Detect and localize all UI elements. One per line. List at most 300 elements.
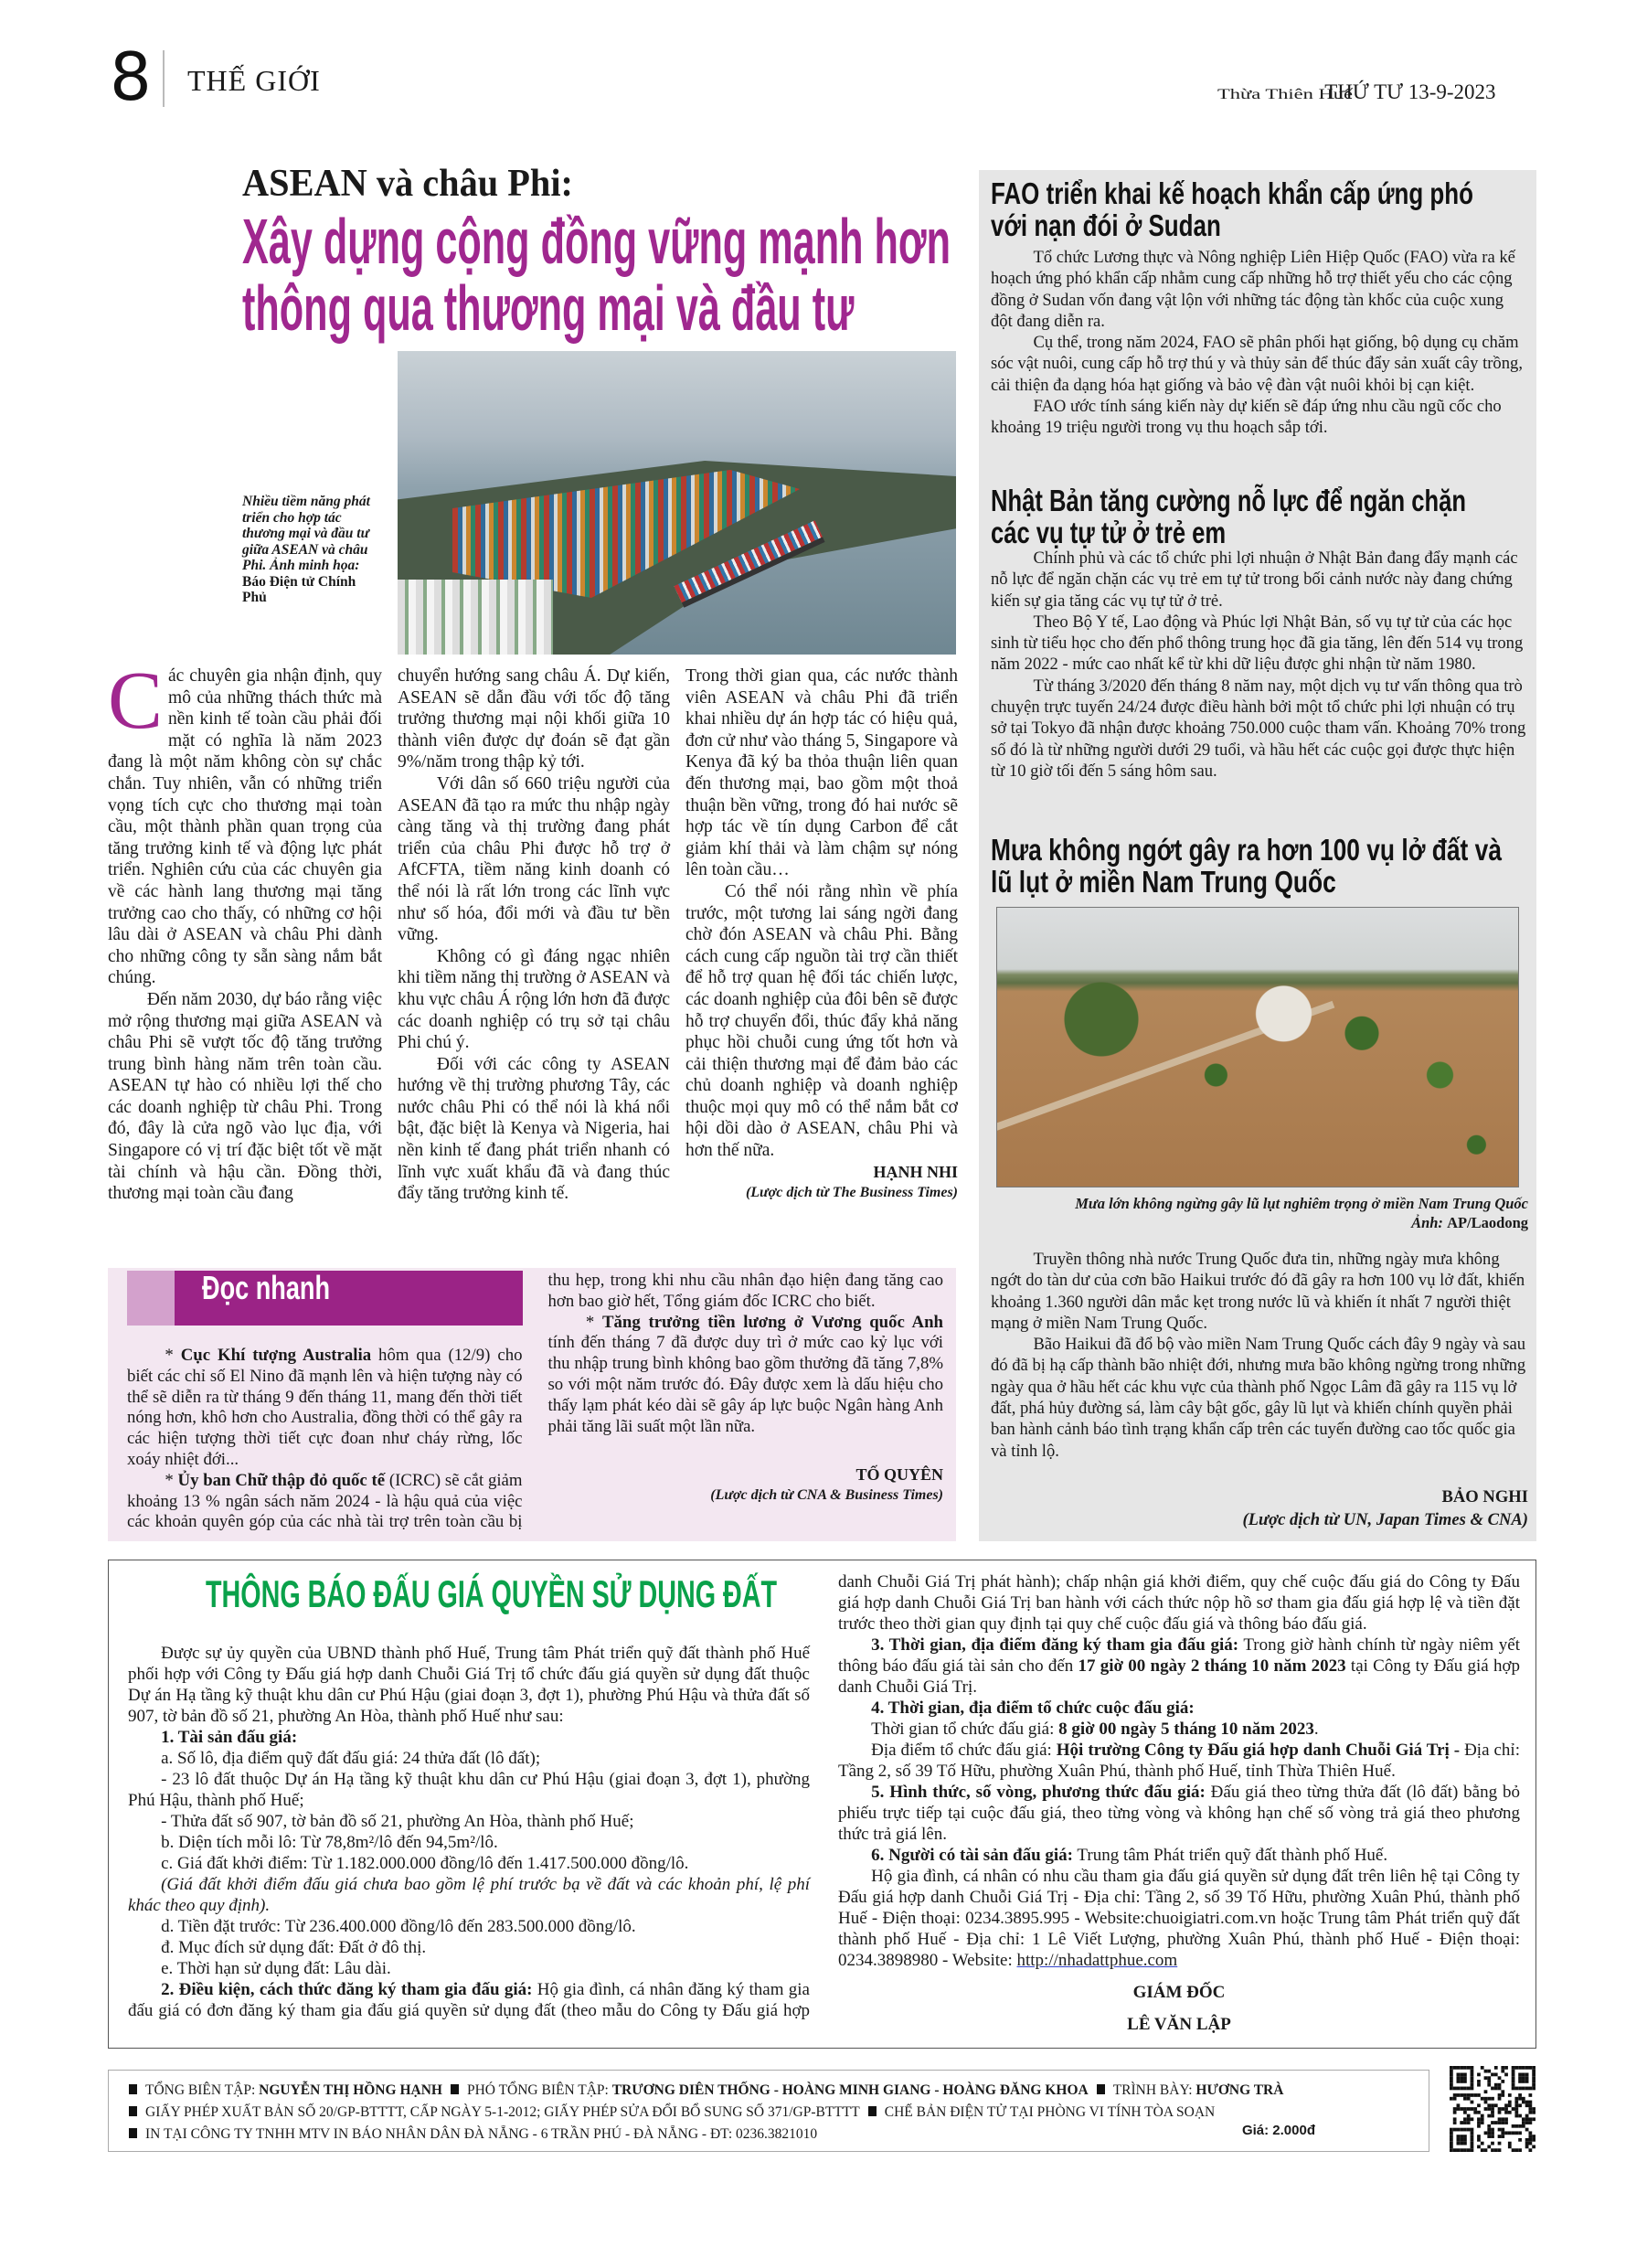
bullet-square-icon bbox=[868, 2106, 877, 2116]
qr-module bbox=[1508, 2103, 1512, 2107]
qr-module bbox=[1498, 2097, 1502, 2101]
qr-module bbox=[1504, 2073, 1508, 2077]
qr-module bbox=[1481, 2121, 1484, 2124]
imprint-name: NGUYỄN THỊ HỒNG HẠNH bbox=[259, 2082, 442, 2098]
qr-module bbox=[1471, 2117, 1474, 2121]
qr-module bbox=[1532, 2066, 1535, 2070]
qr-module bbox=[1528, 2093, 1532, 2097]
qr-module bbox=[1453, 2111, 1457, 2114]
text: Đấu giá theo từng thửa đất (lô đất) bằng bỏ phiếu trực tiếp tại cuộc đấu giá, theo từng vòng và không hạn chế số vòng trả giá theo phương thức trả giá lên. bbox=[838, 1783, 1520, 1844]
quick-read-source: (Lược dịch từ CNA & Business Times) bbox=[710, 1487, 943, 1504]
qr-module bbox=[1463, 2128, 1467, 2132]
paragraph bbox=[398, 1054, 670, 1205]
qr-module bbox=[1508, 2142, 1512, 2146]
qr-module bbox=[1460, 2093, 1463, 2097]
text: e. Thời hạn sử dụng đất: Lâu dài. bbox=[161, 1959, 391, 1978]
qr-module bbox=[1487, 2124, 1491, 2128]
qr-module bbox=[1501, 2117, 1504, 2121]
qr-module bbox=[1491, 2131, 1494, 2135]
qr-module bbox=[1467, 2097, 1471, 2101]
imprint-line bbox=[129, 2102, 1429, 2124]
qr-module bbox=[1525, 2066, 1529, 2070]
qr-module bbox=[1471, 2145, 1474, 2148]
imprint-footer bbox=[108, 2070, 1429, 2152]
qr-module bbox=[1501, 2093, 1504, 2097]
qr-module bbox=[1532, 2117, 1535, 2121]
qr-module bbox=[1481, 2114, 1484, 2118]
text: * bbox=[165, 1470, 178, 1490]
paragraph bbox=[127, 1346, 523, 1471]
qr-module bbox=[1525, 2138, 1529, 2142]
qr-module bbox=[1460, 2087, 1463, 2091]
qr-module bbox=[1508, 2111, 1512, 2114]
caption-credit: AP/Laodong bbox=[1447, 1214, 1528, 1231]
qr-module bbox=[1467, 2107, 1471, 2111]
qr-module bbox=[1525, 2101, 1529, 2104]
paragraph bbox=[548, 1313, 944, 1438]
qr-module bbox=[1471, 2131, 1474, 2135]
qr-module bbox=[1532, 2135, 1535, 2138]
qr-module bbox=[1504, 2121, 1508, 2124]
text: . bbox=[1313, 1720, 1319, 1739]
qr-module bbox=[1504, 2107, 1508, 2111]
qr-module bbox=[1487, 2107, 1491, 2111]
qr-module bbox=[1508, 2145, 1512, 2148]
bold-text: 5. Hình thức, số vòng, phương thức đấu giá: bbox=[871, 1783, 1206, 1802]
qr-module bbox=[1494, 2087, 1498, 2091]
text: Bão Haikui đã đổ bộ vào miền Nam Trung Quốc cách đây 9 ngày và sau đó đã bị hạ cấp thành bão nhiệt đới, nhưng mưa bão không ngừng trong những ngày qua ở hầu hết các khu vực của thành phố Ngọc Lâm đã gây ra 115 vụ lở đất, phá hủy đường sá, làm cây bật gốc, gây lũ lụt và khiến chính quyền phải ban hành cảnh báo tình trạng khẩn cấp trên các tuyến đường cao tốc quốc gia và tỉnh lộ. bbox=[991, 1335, 1526, 1461]
text: tính đến tháng 7 đã được duy trì ở mức cao kỷ lục với thu nhập trung bình không bao gồm thưởng đã tăng 7,8% so với một năm trước đó. Đây được xem là dấu hiệu cho thấy lạm phát kéo dài sẽ gây áp lực buộc Ngân hàng Anh phải tăng lãi suất một lần nữa. bbox=[547, 1333, 943, 1436]
qr-module bbox=[1514, 2114, 1518, 2118]
text: Trong thời gian qua, các nước thành viên ASEAN và châu Phi đã triển khai nhiều dự án hợp tác có hiệu quả, đơn cử như vào tháng 5, Singapore và Kenya đã ký ba thỏa thuận liên quan đến thương mại, bao gồm một thoả thuận bền vững, trong đó hai nước sẽ hợp tác về tín dụng Carbon để cắt giảm khí thải và làm chậm sự nóng lên toàn cầu… bbox=[685, 666, 958, 880]
qr-module bbox=[1450, 2070, 1453, 2073]
qr-module bbox=[1450, 2145, 1453, 2148]
bullet-square-icon bbox=[129, 2128, 137, 2138]
qr-module bbox=[1460, 2080, 1463, 2083]
qr-module bbox=[1457, 2080, 1461, 2083]
qr-module bbox=[1522, 2073, 1525, 2077]
qr-module bbox=[1477, 2103, 1481, 2107]
qr-module bbox=[1484, 2090, 1488, 2093]
qr-module bbox=[1471, 2142, 1474, 2146]
qr-module bbox=[1514, 2066, 1518, 2070]
qr-module bbox=[1463, 2080, 1467, 2083]
headline-line: thông qua thương mại và đầu tư bbox=[242, 272, 855, 344]
qr-module bbox=[1453, 2121, 1457, 2124]
bullet-square-icon bbox=[451, 2084, 459, 2094]
article-author: HẠNH NHI bbox=[873, 1162, 958, 1181]
qr-module bbox=[1518, 2124, 1522, 2128]
paragraph bbox=[128, 1916, 810, 1937]
paragraph bbox=[991, 396, 1528, 439]
japan-headline bbox=[991, 484, 1604, 548]
qr-module bbox=[1522, 2117, 1525, 2121]
text: c. Giá đất khởi điểm: Từ 1.182.000.000 đồng/lô đến 1.417.500.000 đồng/lô. bbox=[161, 1854, 689, 1873]
article-column-3 bbox=[685, 665, 958, 1202]
imprint-label: PHÓ TỔNG BIÊN TẬP: bbox=[466, 2082, 612, 2098]
qr-module bbox=[1463, 2138, 1467, 2142]
article-column-1 bbox=[108, 655, 382, 1205]
qr-module bbox=[1504, 2111, 1508, 2114]
qr-module bbox=[1518, 2080, 1522, 2083]
qr-module bbox=[1532, 2138, 1535, 2142]
qr-module bbox=[1467, 2148, 1471, 2152]
qr-module bbox=[1457, 2073, 1461, 2077]
qr-module bbox=[1491, 2148, 1494, 2152]
text: Được sự ủy quyền của UBND thành phố Huế, Trung tâm Phát triển quỹ đất thành phố Huế phối hợp với Công ty Đấu giá hợp danh Chuỗi Giá Trị tổ chức đấu giá quyền sử dụng đất thuộc Dự án Hạ tầng kỹ thuật khu dân cư Phú Hậu (giai đoạn 3, đợt 1), phường Phú Hậu và thửa đất số 907, tờ bản đồ số 21, phường An Hòa, thành phố Huế như sau: bbox=[128, 1644, 810, 1726]
qr-module bbox=[1457, 2142, 1461, 2146]
header-divider bbox=[163, 50, 165, 107]
qr-module bbox=[1477, 2138, 1481, 2142]
qr-module bbox=[1491, 2073, 1494, 2077]
paragraph bbox=[128, 1643, 810, 1727]
flood-photo-caption bbox=[991, 1194, 1528, 1232]
paragraph bbox=[838, 1634, 1520, 1698]
qr-module bbox=[1528, 2087, 1532, 2091]
qr-module bbox=[1518, 2097, 1522, 2101]
qr-module bbox=[1532, 2107, 1535, 2111]
paragraph bbox=[685, 665, 958, 881]
qr-module bbox=[1501, 2131, 1504, 2135]
text: b. Diện tích mỗi lô: Từ 78,8m²/lô đến 94,5m²/lô. bbox=[161, 1833, 498, 1852]
text: Với dân số 660 triệu người của ASEAN đã tạo ra mức thu nhập ngày càng tăng và thị trường đang phát triển của châu Phi được hỗ trợ ở AfCFTA, tiềm năng kinh doanh có thể nói là rất lớn trong các lĩnh vực như số hóa, đổi mới và đầu tư bền vững. bbox=[398, 773, 670, 945]
paragraph bbox=[128, 1874, 810, 1916]
text: Từ tháng 3/2020 đến tháng 8 năm nay, một dịch vụ tư vấn thông qua trò chuyện trực tuyến 24/24 được điều hành bởi một tổ chức phi lợi nhuận có trụ sở tại Tokyo đã nhận được khoảng 750.000 cuộc tham vấn. Khoảng 70% trong số đó là từ những người dưới 29 tuổi, và hầu hết các cuộc gọi được thực hiện từ 10 giờ tối đến 5 sáng hôm sau. bbox=[991, 676, 1526, 781]
qr-module bbox=[1450, 2131, 1453, 2135]
qr-module bbox=[1528, 2148, 1532, 2152]
qr-module bbox=[1477, 2083, 1481, 2087]
qr-module bbox=[1491, 2142, 1494, 2146]
fao-body bbox=[991, 247, 1528, 439]
qr-module bbox=[1477, 2124, 1481, 2128]
qr-module bbox=[1450, 2080, 1453, 2083]
qr-module bbox=[1484, 2131, 1488, 2135]
qr-module bbox=[1525, 2080, 1529, 2083]
qr-module bbox=[1491, 2087, 1494, 2091]
text: Truyền thông nhà nước Trung Quốc đưa tin, những ngày mưa không ngớt do tàn dư của cơn bão Haikui trước đó đã gây ra hơn 100 vụ lở đất, khiến khoảng 1.360 người dân mắc kẹt trong nước lũ và khiến ít nhất 7 người thiệt mạng ở miền Nam Trung Quốc. bbox=[991, 1250, 1525, 1333]
qr-module bbox=[1501, 2080, 1504, 2083]
text: a. Số lô, địa điểm quỹ đất đấu giá: 24 thửa đất (lô đất); bbox=[161, 1749, 541, 1768]
qr-module bbox=[1460, 2076, 1463, 2080]
qr-module bbox=[1525, 2087, 1529, 2091]
qr-module bbox=[1532, 2070, 1535, 2073]
qr-module bbox=[1463, 2097, 1467, 2101]
qr-module bbox=[1471, 2087, 1474, 2091]
qr-module bbox=[1477, 2111, 1481, 2114]
qr-module bbox=[1528, 2138, 1532, 2142]
bullet-square-icon bbox=[1097, 2084, 1105, 2094]
text: đ. Mục đích sử dụng đất: Đất ở đô thị. bbox=[161, 1938, 427, 1957]
qr-module bbox=[1463, 2073, 1467, 2077]
qr-module bbox=[1514, 2097, 1518, 2101]
imprint-line bbox=[129, 2124, 1429, 2146]
bold-text: Ủy ban Chữ thập đỏ quốc tế bbox=[177, 1470, 386, 1490]
article-column-2 bbox=[398, 665, 670, 1205]
paragraph bbox=[838, 1845, 1520, 1866]
china-body bbox=[991, 1249, 1528, 1462]
qr-module bbox=[1450, 2097, 1453, 2101]
qr-module bbox=[1471, 2138, 1474, 2142]
qr-module bbox=[1494, 2083, 1498, 2087]
qr-module bbox=[1532, 2076, 1535, 2080]
qr-module bbox=[1457, 2135, 1461, 2138]
qr-module bbox=[1477, 2135, 1481, 2138]
bold-text: 17 giờ 00 ngày 2 tháng 10 năm 2023 bbox=[1078, 1656, 1346, 1676]
china-author: BẢO NGHI bbox=[1441, 1487, 1528, 1507]
column-text bbox=[685, 665, 958, 1162]
qr-module bbox=[1460, 2073, 1463, 2077]
qr-module bbox=[1463, 2107, 1467, 2111]
qr-module bbox=[1518, 2103, 1522, 2107]
paragraph bbox=[398, 665, 670, 773]
qr-module bbox=[1498, 2076, 1502, 2080]
qr-module bbox=[1487, 2097, 1491, 2101]
qr-module bbox=[1504, 2103, 1508, 2107]
bold-text: 1. Tài sản đấu giá: bbox=[161, 1728, 298, 1747]
qr-module bbox=[1498, 2128, 1502, 2132]
qr-module bbox=[1518, 2138, 1522, 2142]
qr-module bbox=[1518, 2076, 1522, 2080]
qr-module bbox=[1491, 2114, 1494, 2118]
qr-module bbox=[1518, 2148, 1522, 2152]
japan-body bbox=[991, 548, 1528, 782]
text: Trung tâm Phát triển quỹ đất thành phố Huế. bbox=[1073, 1846, 1388, 1865]
qr-module bbox=[1512, 2076, 1515, 2080]
qr-module bbox=[1528, 2103, 1532, 2107]
qr-module bbox=[1487, 2145, 1491, 2148]
qr-module bbox=[1501, 2070, 1504, 2073]
qr-module bbox=[1471, 2080, 1474, 2083]
paragraph bbox=[128, 1769, 810, 1811]
qr-module bbox=[1518, 2114, 1522, 2118]
text: chuyển hướng sang châu Á. Dự kiến, ASEAN sẽ dẫn đầu với tốc độ tăng trưởng thương mại nội khối giữa 10 thành viên được dự đoán sẽ đạt gần 9%/năm trong thập kỷ tới. bbox=[398, 666, 670, 772]
qr-module bbox=[1528, 2117, 1532, 2121]
qr-module bbox=[1487, 2070, 1491, 2073]
text: tại Công ty Đấu giá hợp danh Chuỗi Giá Trị. bbox=[838, 1656, 1520, 1697]
photo-trees bbox=[997, 908, 1518, 1187]
qr-module bbox=[1471, 2076, 1474, 2080]
bullet-square-icon bbox=[129, 2084, 137, 2094]
article-source: (Lược dịch từ The Business Times) bbox=[745, 1184, 958, 1200]
paragraph bbox=[128, 1832, 810, 1853]
imprint-line bbox=[129, 2080, 1429, 2102]
qr-module bbox=[1450, 2076, 1453, 2080]
qr-module bbox=[1512, 2083, 1515, 2087]
qr-module bbox=[1471, 2070, 1474, 2073]
qr-module bbox=[1463, 2066, 1467, 2070]
qr-module bbox=[1498, 2083, 1502, 2087]
qr-module bbox=[1471, 2073, 1474, 2077]
port-photo bbox=[398, 351, 956, 655]
qr-module bbox=[1491, 2111, 1494, 2114]
qr-module bbox=[1528, 2131, 1532, 2135]
qr-module bbox=[1481, 2142, 1484, 2146]
qr-module bbox=[1481, 2117, 1484, 2121]
qr-module bbox=[1471, 2107, 1474, 2111]
qr-module bbox=[1514, 2148, 1518, 2152]
headline-line: FAO triển khai kế hoạch khẩn cấp ứng phó bbox=[991, 176, 1473, 210]
qr-module bbox=[1477, 2080, 1481, 2083]
paragraph bbox=[398, 773, 670, 946]
qr-module bbox=[1525, 2142, 1529, 2146]
qr-module bbox=[1512, 2124, 1515, 2128]
qr-module bbox=[1522, 2121, 1525, 2124]
paragraph bbox=[685, 881, 958, 1162]
qr-module bbox=[1487, 2083, 1491, 2087]
auction-notice bbox=[108, 1560, 1536, 2049]
article-kicker bbox=[242, 163, 587, 205]
qr-module bbox=[1494, 2066, 1498, 2070]
qr-module bbox=[1471, 2083, 1474, 2087]
qr-module bbox=[1522, 2124, 1525, 2128]
imprint-label: CHẾ BẢN ĐIỆN TỬ TẠI PHÒNG VI TÍNH TÒA SOẠN bbox=[884, 2104, 1216, 2120]
paragraph bbox=[128, 1748, 810, 1769]
qr-module bbox=[1467, 2093, 1471, 2097]
qr-module bbox=[1525, 2114, 1529, 2118]
qr-module bbox=[1522, 2087, 1525, 2091]
qr-module bbox=[1450, 2142, 1453, 2146]
qr-module bbox=[1494, 2073, 1498, 2077]
qr-module bbox=[1498, 2111, 1502, 2114]
qr-module bbox=[1453, 2066, 1457, 2070]
qr-module bbox=[1514, 2101, 1518, 2104]
qr-module bbox=[1512, 2073, 1515, 2077]
qr-module bbox=[1467, 2066, 1471, 2070]
paragraph bbox=[128, 1811, 810, 1832]
qr-module bbox=[1501, 2128, 1504, 2132]
qr-module bbox=[1487, 2076, 1491, 2080]
imprint-name: TRƯƠNG DIÊN THỐNG - HOÀNG MINH GIANG - HOÀNG ĐĂNG KHOA bbox=[611, 2082, 1089, 2098]
qr-module bbox=[1528, 2066, 1532, 2070]
text: (ICRC) sẽ cắt giảm khoảng 13 % ngân sách năm 2024 - là hậu quả của việc các khoản quyên góp của các nhà tài trợ trên toàn cầu bị thu hẹp, trong khi nhu cầu nhân đạo hiện đang tăng cao hơn bao giờ hết, Tổng giám đốc ICRC cho biết. bbox=[127, 1271, 943, 1532]
qr-module bbox=[1528, 2121, 1532, 2124]
headline-line: Nhật Bản tăng cường nỗ lực để ngăn chặn bbox=[991, 484, 1466, 517]
paper-name bbox=[1217, 87, 1353, 103]
qr-module bbox=[1471, 2093, 1474, 2097]
qr-module bbox=[1453, 2087, 1457, 2091]
paragraph bbox=[991, 612, 1528, 676]
bold-text: 3. Thời gian, địa điểm đăng ký tham gia đấu giá: bbox=[871, 1635, 1239, 1655]
paragraph bbox=[991, 1334, 1528, 1462]
qr-module bbox=[1457, 2107, 1461, 2111]
qr-module bbox=[1453, 2097, 1457, 2101]
china-headline bbox=[991, 834, 1630, 898]
qr-module bbox=[1477, 2145, 1481, 2148]
qr-module bbox=[1471, 2135, 1474, 2138]
bold-text: 4. Thời gian, địa điểm tổ chức cuộc đấu giá: bbox=[871, 1698, 1195, 1718]
qr-module bbox=[1487, 2131, 1491, 2135]
qr-module bbox=[1532, 2080, 1535, 2083]
paragraph bbox=[991, 1249, 1528, 1334]
paragraph bbox=[838, 1782, 1520, 1845]
qr-module bbox=[1453, 2128, 1457, 2132]
qr-module bbox=[1460, 2128, 1463, 2132]
bold-text: Cục Khí tượng Australia bbox=[180, 1346, 372, 1365]
qr-module bbox=[1525, 2145, 1529, 2148]
qr-module bbox=[1467, 2121, 1471, 2124]
qr-module bbox=[1460, 2142, 1463, 2146]
website-link[interactable]: http://nhadattphue.com bbox=[1016, 1951, 1178, 1970]
paragraph bbox=[991, 247, 1528, 332]
qr-module bbox=[1481, 2066, 1484, 2070]
qr-module bbox=[1457, 2103, 1461, 2107]
qr-module bbox=[1487, 2135, 1491, 2138]
qr-module bbox=[1477, 2121, 1481, 2124]
fao-headline bbox=[991, 177, 1604, 241]
qr-module bbox=[1460, 2135, 1463, 2138]
qr-module bbox=[1460, 2066, 1463, 2070]
qr-module bbox=[1487, 2103, 1491, 2107]
qr-module bbox=[1498, 2107, 1502, 2111]
china-source: (Lược dịch từ UN, Japan Times & CNA) bbox=[1242, 1510, 1528, 1529]
qr-module bbox=[1463, 2111, 1467, 2114]
qr-module bbox=[1498, 2135, 1502, 2138]
text: Không có gì đáng ngạc nhiên khi tiềm năng thị trường ở ASEAN và khu vực châu Á rộng lớn hơn đã được các doanh nghiệp có trụ sở tại châu Phi chú ý. bbox=[398, 946, 670, 1053]
qr-module bbox=[1525, 2073, 1529, 2077]
imprint-label: TRÌNH BÀY: bbox=[1112, 2082, 1196, 2098]
paragraph bbox=[991, 548, 1528, 612]
qr-module bbox=[1512, 2131, 1515, 2135]
bold-text: 2. Điều kiện, cách thức đăng ký tham gia đấu giá: bbox=[161, 1980, 533, 1999]
qr-module bbox=[1463, 2135, 1467, 2138]
qr-module bbox=[1463, 2148, 1467, 2152]
qr-module bbox=[1498, 2093, 1502, 2097]
headline-line: các vụ tự tử ở trẻ em bbox=[991, 516, 1227, 549]
qr-module bbox=[1532, 2145, 1535, 2148]
headline-line: Xây dựng cộng đồng vững mạnh hơn bbox=[242, 206, 951, 277]
text: Trong giờ hành chính từ ngày niêm yết thông báo đấu giá tài sản cho đến bbox=[838, 1635, 1520, 1676]
paragraph bbox=[838, 1866, 1520, 1971]
caption-text: Nhiều tiềm năng phát triển cho hợp tác thương mại và đầu tư giữa ASEAN và châu Phi. Ảnh minh họa: bbox=[242, 494, 370, 573]
qr-module bbox=[1467, 2117, 1471, 2121]
qr-module bbox=[1450, 2083, 1453, 2087]
qr-module bbox=[1457, 2093, 1461, 2097]
qr-code[interactable] bbox=[1450, 2066, 1535, 2152]
drop-cap: C bbox=[108, 655, 164, 746]
qr-module bbox=[1514, 2087, 1518, 2091]
qr-module bbox=[1460, 2107, 1463, 2111]
qr-module bbox=[1518, 2066, 1522, 2070]
paragraph bbox=[108, 989, 382, 1205]
qr-module bbox=[1484, 2101, 1488, 2104]
qr-module bbox=[1501, 2107, 1504, 2111]
qr-module bbox=[1467, 2114, 1471, 2118]
text: Cụ thể, trong năm 2024, FAO sẽ phân phối hạt giống, bộ dụng cụ chăm sóc vật nuôi, cung cấp hỗ trợ thú y và thủy sản để thúc đẩy sản xuất cây trồng, cải thiện đa dạng hóa hạt giống và bảo vệ đàn vật nuôi khỏi bị cạn kiệt. bbox=[991, 333, 1523, 395]
qr-module bbox=[1491, 2107, 1494, 2111]
qr-module bbox=[1528, 2142, 1532, 2146]
price: Giá: 2.000đ bbox=[1241, 2123, 1315, 2138]
flood-photo bbox=[996, 907, 1519, 1187]
qr-module bbox=[1491, 2097, 1494, 2101]
news-sidebar bbox=[979, 170, 1536, 1541]
qr-module bbox=[1457, 2066, 1461, 2070]
qr-module bbox=[1525, 2076, 1529, 2080]
qr-module bbox=[1471, 2066, 1474, 2070]
qr-module bbox=[1463, 2142, 1467, 2146]
qr-module bbox=[1498, 2142, 1502, 2146]
qr-module bbox=[1498, 2117, 1502, 2121]
text: Tổ chức Lương thực và Nông nghiệp Liên Hiệp Quốc (FAO) vừa ra kế hoạch ứng phó khẩn cấp nhằm cung cấp những hỗ trợ thiết yếu cho các cộng đồng ở Sudan vốn đang vật lộn với những tác động tàn khốc của cuộc xung đột đang diễn ra. bbox=[991, 248, 1515, 331]
qr-module bbox=[1508, 2101, 1512, 2104]
notice-title: THÔNG BÁO ĐẤU GIÁ QUYỀN SỬ DỤNG ĐẤT bbox=[206, 1572, 777, 1615]
text: (Giá đất khởi điểm đấu giá chưa bao gồm lệ phí trước bạ về đất và các khoản phí, lệ phí khác theo quy định). bbox=[128, 1875, 810, 1915]
imprint-lines bbox=[129, 2080, 1429, 2146]
qr-module bbox=[1450, 2148, 1453, 2152]
qr-module bbox=[1522, 2080, 1525, 2083]
qr-module bbox=[1450, 2066, 1453, 2070]
qr-module bbox=[1528, 2111, 1532, 2114]
paragraph bbox=[838, 1719, 1520, 1740]
